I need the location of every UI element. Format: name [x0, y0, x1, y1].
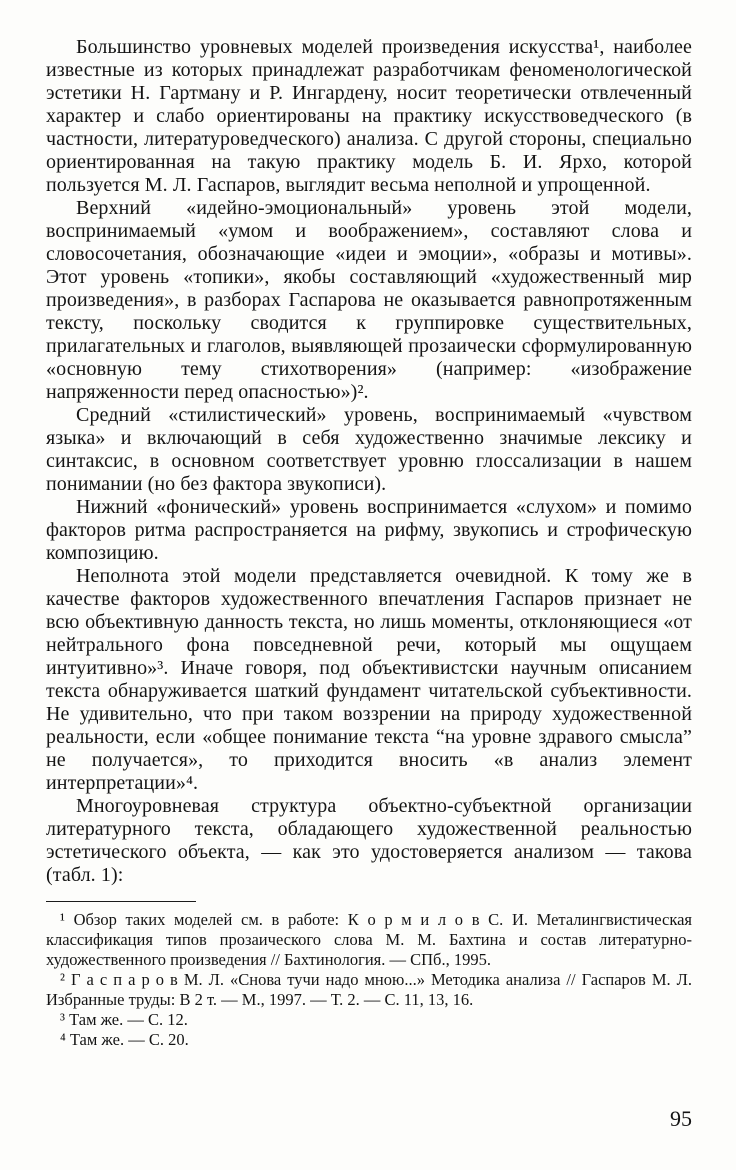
footnote: ³ Там же. — С. 12.: [60, 1010, 188, 1029]
paragraph: Неполнота этой модели представляется очевидной. К тому же в качестве факторов художественного впечатления Гаспаров признает не всю объективную данность текста, но лишь моменты, отклоняющиеся «от нейтрального фона повседневной речи, который мы ощущаем интуитивно»³. Иначе говоря, под объективистски научным описанием текста обнаруживается шаткий фундамент читательской субъективности. Не удивительно, что при таком воззрении на природу художественной реальности, если «общее понимание текста “на уровне здравого смысла” не получается», то приходится вносить «в анализ элемент интерпретации»⁴.: [46, 565, 692, 794]
paragraph: Многоуровневая структура объектно-субъектной организации литературного текста, обладающего художественной реальностью эстетического объекта, — как это удостоверяется анализом — такова (табл. 1):: [46, 795, 692, 886]
footnote: ¹ Обзор таких моделей см. в работе: К о р м и л о в С. И. Металингвистическая классификация типов прозаического слова М. М. Бахтина и состав литературно-художественного произведения // Бахтинология. — СПб., 1995.: [46, 910, 692, 969]
footnote: ⁴ Там же. — С. 20.: [60, 1030, 189, 1049]
footnote-separator: [46, 901, 196, 902]
paragraph: Большинство уровневых моделей произведения искусства¹, наиболее известные из которых принадлежат разработчикам феноменологической эстетики Н. Гартману и Р. Ингардену, носит теоретически отвлеченный характер и слабо ориентированы на практику искусствоведческого (в частности, литературоведческого) анализа. С другой стороны, специально ориентированная на такую практику модель Б. И. Ярхо, которой пользуется М. Л. Гаспаров, выглядит весьма неполной и упрощенной.: [46, 36, 692, 196]
footnotes: [46, 910, 692, 1050]
footnote: ² Г а с п а р о в М. Л. «Снова тучи надо мною...» Методика анализа // Гаспаров М. Л. Избранные труды: В 2 т. — М., 1997. — Т. 2. — С. 11, 13, 16.: [46, 970, 692, 1009]
page-number: 95: [670, 1106, 692, 1131]
paragraph: Верхний «идейно-эмоциональный» уровень этой модели, воспринимаемый «умом и воображением», составляют слова и словосочетания, обозначающие «идеи и эмоции», «образы и мотивы». Этот уровень «топики», якобы составляющий «художественный мир произведения», в разборах Гаспарова не оказывается равнопротяженным тексту, поскольку сводится к группировке существительных, прилагательных и глаголов, выявляющей прозаически сформулированную «основную тему стихотворения» (например: «изображение напряженности перед опасностью»)².: [46, 197, 692, 403]
paragraph: Нижний «фонический» уровень воспринимается «слухом» и помимо факторов ритма распространяется на рифму, звукопись и строфическую композицию.: [46, 496, 692, 564]
main-text: [46, 36, 692, 887]
paragraph: Средний «стилистический» уровень, воспринимаемый «чувством языка» и включающий в себя художественно значимые лексику и синтаксис, в основном соответствует уровню глоссализации в нашем понимании (но без фактора звукописи).: [46, 404, 692, 495]
